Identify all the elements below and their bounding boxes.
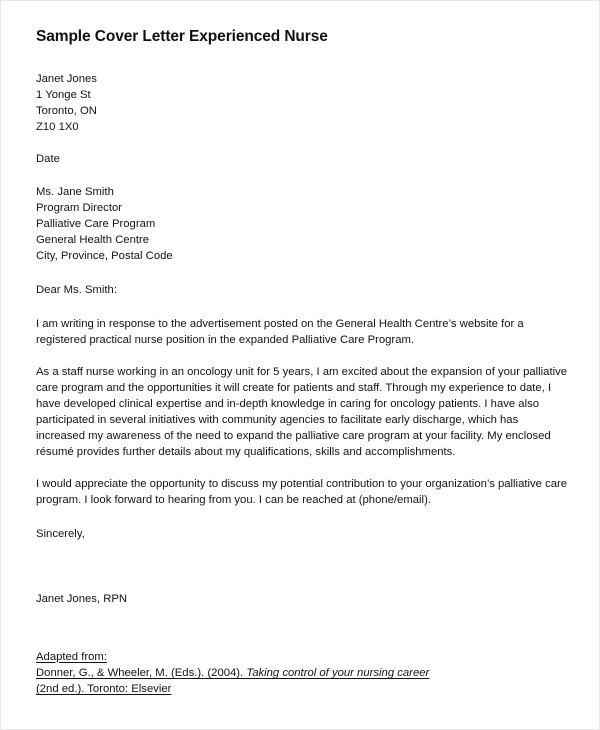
sender-address-block xyxy=(36,71,568,135)
letter-body xyxy=(36,316,568,509)
recipient-address-block xyxy=(36,184,568,264)
recipient-name: Ms. Jane Smith xyxy=(36,186,114,199)
recipient-title: Program Director xyxy=(36,202,123,215)
salutation: Dear Ms. Smith: xyxy=(36,283,117,296)
recipient-organization: General Health Centre xyxy=(36,234,150,247)
recipient-address: City, Province, Postal Code xyxy=(36,250,173,263)
body-paragraph-3: I would appreciate the opportunity to discuss my potential contribution to your organization’s palliative care program. I look forward to hearing from you. I can be reached at (phone/email). xyxy=(36,478,568,507)
sender-name: Janet Jones xyxy=(36,72,97,85)
closing-block xyxy=(36,526,568,542)
date-placeholder: Date xyxy=(36,152,60,165)
sender-city-province: Toronto, ON xyxy=(36,104,97,117)
sender-street: 1 Yonge St xyxy=(36,88,91,101)
body-paragraph-1: I am writing in response to the advertisement posted on the General Health Centre’s website for a registered practical nurse position in the expanded Palliative Care Program. xyxy=(36,317,524,346)
citation-work-title: Taking control of your nursing career xyxy=(246,667,430,680)
citation-reference-line xyxy=(36,665,568,681)
signature-block xyxy=(36,591,568,607)
citation-authors-year: Donner, G., & Wheeler, M. (Eds.). (2004). xyxy=(36,667,247,680)
citation-heading-line xyxy=(36,649,568,665)
salutation-block xyxy=(36,282,568,298)
citation-publisher-line xyxy=(36,681,568,697)
body-paragraph-2: As a staff nurse working in an oncology unit for 5 years, I am excited about the expansion of your palliative care program and the opportunities it will create for patients and staff. Through my experience to date, I have developed clinical expertise and in-depth knowledge in caring for oncology patients. I have also participated in several initiatives with community agencies to facilitate early discharge, which has increased my awareness of the need to expand the palliative care program at your facility. My enclosed résumé provides further details about my qualifications, skills and accomplishments. xyxy=(36,365,568,459)
date-block xyxy=(36,151,568,167)
recipient-program: Palliative Care Program xyxy=(36,218,156,231)
page-title: Sample Cover Letter Experienced Nurse xyxy=(36,28,328,45)
sender-postal-code: Z10 1X0 xyxy=(36,120,79,133)
letter-content xyxy=(36,1,568,698)
closing-salutation: Sincerely, xyxy=(36,527,85,540)
citation-heading: Adapted from: xyxy=(36,650,107,663)
signature-name: Janet Jones, RPN xyxy=(36,592,128,605)
citation-edition-publisher: (2nd ed.). Toronto: Elsevier xyxy=(36,683,172,696)
citation-block xyxy=(36,649,568,698)
